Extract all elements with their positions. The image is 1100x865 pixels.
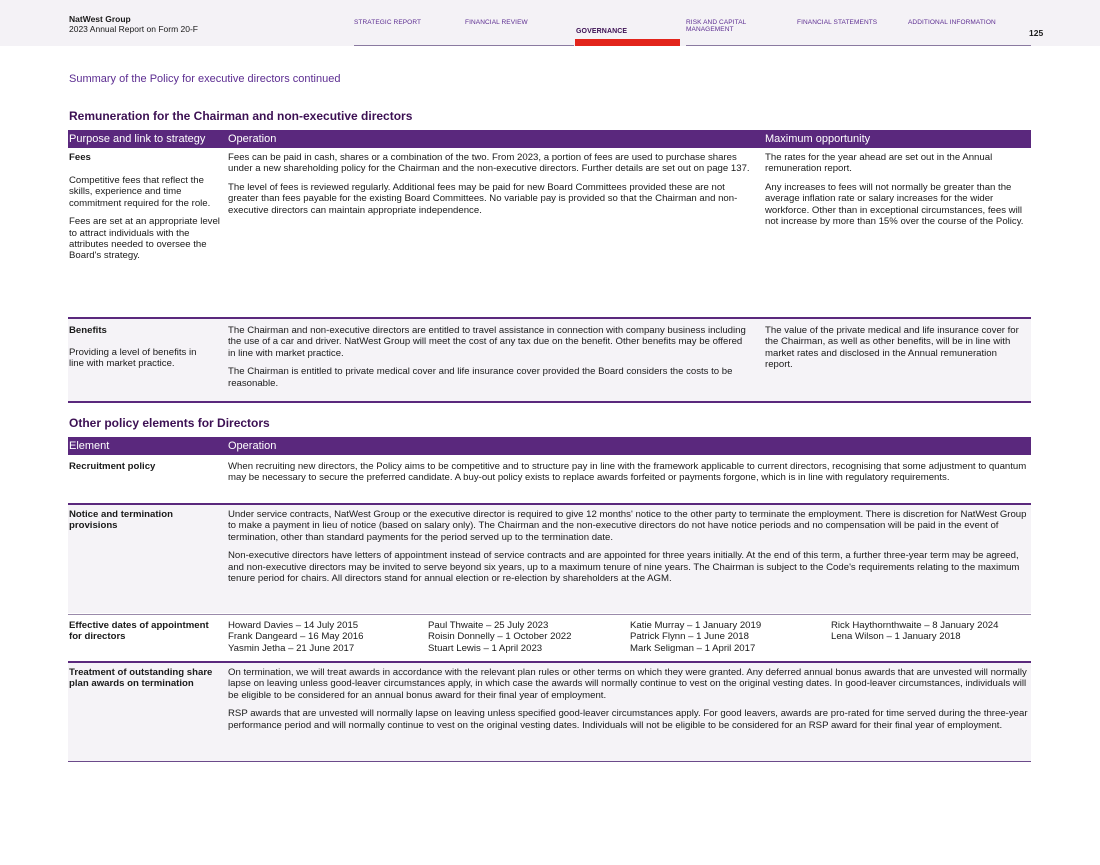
- director-date: Mark Seligman – 1 April 2017: [630, 642, 756, 654]
- section-nav: [0, 0, 1100, 46]
- row-benefits-maximum: The value of the private medical and life insurance cover for the Chairman, as well as other benefits, will be in line with market rates and disclosed in the Annual remuneration report.: [765, 325, 1019, 371]
- col-header-purpose: Purpose and link to strategy: [69, 133, 206, 145]
- row-treatment-operation: [228, 667, 1028, 738]
- report-subtitle: 2023 Annual Report on Form 20-F: [69, 24, 198, 34]
- nav-financial-review[interactable]: FINANCIAL REVIEW: [465, 19, 528, 26]
- nav-financial-statements[interactable]: FINANCIAL STATEMENTS: [797, 19, 878, 26]
- fees-purpose-2: Fees are set at an appropriate level to attract individuals with the attributes needed to oversee the Board's strategy.: [69, 216, 220, 262]
- brand-name: NatWest Group: [69, 14, 131, 24]
- section-title-other-policy: Other policy elements for Directors: [69, 416, 270, 430]
- table2-header: [68, 437, 1031, 455]
- director-date: Katie Murray – 1 January 2019: [630, 620, 762, 631]
- row-benefits-purpose: Providing a level of benefits in line with market practice.: [69, 347, 197, 370]
- col-header-operation-2: Operation: [228, 440, 277, 452]
- director-date: Frank Dangeard – 16 May 2016: [228, 631, 364, 643]
- director-date: Rick Haythornthwaite – 8 January 2024: [831, 620, 999, 631]
- nav-underline-right: [686, 45, 1031, 46]
- row-recruitment-title: Recruitment policy: [69, 461, 156, 472]
- dates-column-3: [630, 620, 826, 654]
- row-fees-title: Fees: [69, 152, 91, 163]
- nav-strategic-report[interactable]: STRATEGIC REPORT: [354, 19, 422, 26]
- fees-purpose-1: Competitive fees that reflect the skills, experience and time commitment required for the role.: [69, 175, 211, 209]
- fees-maximum-2: Any increases to fees will not normally be greater than the average inflation rate or salary increases for the wider workforce. Other than in exceptional circumstances, fees will not increase by more than 15% over the course of the Policy.: [765, 181, 1024, 228]
- director-date: Patrick Flynn – 1 June 2018: [630, 631, 749, 643]
- fees-maximum-1: The rates for the year ahead are set out in the Annual remuneration report.: [765, 152, 993, 175]
- nav-active-indicator: [575, 39, 680, 46]
- benefits-operation-1: The Chairman and non-executive directors are entitled to travel assistance in connection with company business including the use of a car and driver. NatWest Group will meet the cost of any tax due on the benefit. Other benefits may be offered in line with market practice.: [228, 325, 746, 359]
- fees-operation-2: The level of fees is reviewed regularly. Additional fees may be paid for new Board Committees provided these are not greater than fees payable for the existing Board Committees. No variable pay is provided so that the Chairman and non-executive directors can maintain appropriate independence.: [228, 181, 738, 216]
- treatment-operation-1: On termination, we will treat awards in accordance with the relevant plan rules or other terms on which they were granted. Any deferred annual bonus awards that are unvested will normally lapse on leaving unless good-leaver circumstances apply, in which case the awards will normally continue to vest on the original vesting dates. In good-leaver circumstances, individuals will be eligible to be considered for an annual bonus award for their final year of employment.: [228, 667, 1027, 701]
- nav-additional-information[interactable]: ADDITIONAL INFORMATION: [908, 19, 996, 26]
- nav-governance[interactable]: GOVERNANCE: [576, 28, 628, 35]
- director-date: Howard Davies – 14 July 2015: [228, 620, 359, 631]
- notice-operation-1: Under service contracts, NatWest Group or the executive director is required to give 12 months' notice to the other party to terminate the employment. There is discretion for NatWest Group to make a payment in lieu of notice (based on salary only). The Chairman and the non-executive directors do not have notice periods and no compensation will be paid in the event of termination, other than standard payments for the period served up to the termination date.: [228, 509, 1027, 543]
- treatment-operation-2: RSP awards that are unvested will normally lapse on leaving unless specified good-leaver circumstances apply. For good leavers, awards are pro-rated for time served during the three-year performance period and will normally continue to vest on the original vesting dates. Individuals will not be eligible to be considered for an RSP award for their final year of employment.: [228, 708, 1028, 731]
- table1-header: [68, 130, 1031, 148]
- director-date: Paul Thwaite – 25 July 2023: [428, 620, 549, 631]
- row-notice-operation: [228, 509, 1028, 591]
- row-notice-title: Notice and termination provisions: [69, 509, 173, 532]
- row-fees-operation: [228, 152, 750, 223]
- col-header-operation: Operation: [228, 133, 277, 145]
- nav-underline-left: [354, 45, 574, 46]
- page-header: [0, 0, 1100, 46]
- director-date: Lena Wilson – 1 January 2018: [831, 631, 961, 643]
- fees-operation-1: Fees can be paid in cash, shares or a combination of the two. From 2023, a portion of fees are used to purchase shares under a new shareholding policy for the Chairman and the non-executive directors. Further details are set out on page 137.: [228, 152, 750, 175]
- nav-risk-capital[interactable]: RISK AND CAPITAL MANAGEMENT: [686, 19, 747, 33]
- row-fees-maximum: [765, 152, 1027, 234]
- row-separator: [68, 614, 1031, 615]
- table-bottom-rule: [68, 761, 1031, 762]
- dates-column-1: [228, 620, 424, 654]
- row-treatment-title: Treatment of outstanding share plan awards on termination: [69, 667, 213, 690]
- director-date: Yasmin Jetha – 21 June 2017: [228, 642, 355, 654]
- section-title-chairman-ned: Remuneration for the Chairman and non-executive directors: [69, 109, 413, 123]
- row-fees-purpose: [69, 175, 223, 269]
- benefits-operation-2: The Chairman is entitled to private medical cover and life insurance cover provided the Board considers the costs to be reasonable.: [228, 366, 733, 389]
- dates-column-4: [831, 620, 1031, 643]
- dates-column-2: [428, 620, 626, 654]
- row-recruitment-operation: When recruiting new directors, the Policy aims to be competitive and to structure pay in line with the framework applicable to current directors, recognising that some adjustment to quantum may be necessary to secure the preferred candidate. A buy-out policy exists to replace awards forfeited or payments forgone, which is in line with regulatory requirements.: [228, 461, 1027, 484]
- col-header-element: Element: [69, 440, 110, 452]
- col-header-maximum: Maximum opportunity: [765, 133, 871, 145]
- row-benefits-title: Benefits: [69, 325, 107, 336]
- row-dates-title: Effective dates of appointment for directors: [69, 620, 209, 643]
- page-number: 125: [1029, 28, 1044, 38]
- row-benefits-operation: [228, 325, 750, 396]
- row-separator: [68, 401, 1031, 403]
- page-kicker: Summary of the Policy for executive directors continued: [69, 73, 341, 85]
- director-date: Roisin Donnelly – 1 October 2022: [428, 631, 572, 643]
- director-date: Stuart Lewis – 1 April 2023: [428, 642, 543, 654]
- notice-operation-2: Non-executive directors have letters of appointment instead of service contracts and are appointed for three years initially. At the end of this term, a further three-year term may be agreed, and non-executive directors may be invited to serve beyond six years, up to a maximum tenure of nine years. The Chairman is subject to the Code's requirements relating to the maximum tenure period for chairs. All directors stand for annual election or re-election by shareholders at the AGM.: [228, 550, 1020, 585]
